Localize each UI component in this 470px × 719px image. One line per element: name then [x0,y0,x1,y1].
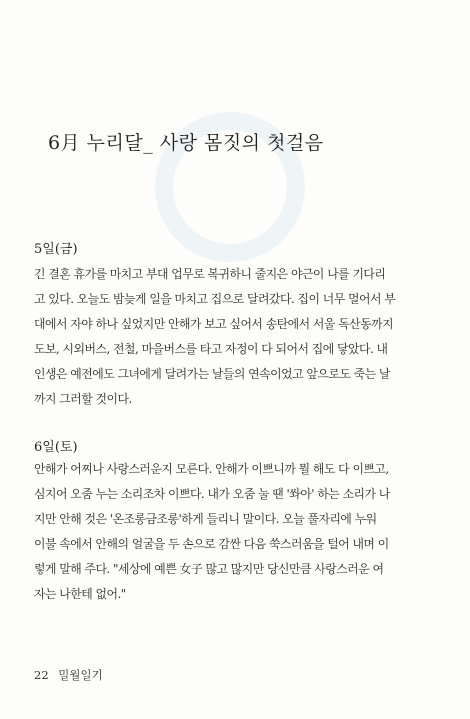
text-line: 심지어 오줌 누는 소리조차 이쁘다. 내가 오줌 눌 땐 '쏴아' 하는 소리가 나 [34,487,390,501]
text-line: 까지 그러할 것이다. [34,392,132,406]
chapter-title: 6月 누리달_ 사랑 몸짓의 첫걸음 [48,132,324,154]
text-line: 고 있다. 오늘도 밤늦게 일을 마치고 집으로 달려갔다. 집이 너무 멀어서 부 [34,292,396,306]
text-line: 도보, 시외버스, 전철, 마을버스를 타고 자정이 다 되어서 집에 닿았다. 내 [34,342,388,356]
entry-body-6 [34,457,440,607]
text-line: 긴 결혼 휴가를 마치고 부대 업무로 복귀하니 줄지은 야근이 나를 기다리 [34,267,386,281]
page-number: 22 [34,668,49,682]
entry-date-5: 5일(금) [34,242,78,257]
text-line: 안해가 어찌나 사랑스러운지 모른다. 안해가 이쁘니까 뭘 해도 다 이쁘고, [34,462,389,476]
text-line: 인생은 예전에도 그녀에게 달려가는 날들의 연속이었고 앞으로도 죽는 날 [34,367,390,381]
text-line: 렇게 말해 주다. "세상에 예쁜 女子 많고 많지만 당신만큼 사랑스러운 여 [34,562,384,576]
text-line: 대에서 자야 하나 싶었지만 안해가 보고 싶어서 송탄에서 서울 독산동까지 [34,317,394,331]
entry-body-5 [34,262,440,412]
text-line: 지만 안해 것은 '온조롱금조롱'하게 들리니 말이다. 오늘 풀자리에 누워 [34,512,377,526]
book-title: 밀월일기 [58,668,103,682]
page-footer [34,667,103,683]
entry-date-6: 6일(토) [34,440,78,455]
text-line: 자는 나한테 없어." [34,587,126,601]
text-line: 이불 속에서 안해의 얼굴을 두 손으로 감싼 다음 쑥스러움을 털어 내며 이 [34,537,389,551]
